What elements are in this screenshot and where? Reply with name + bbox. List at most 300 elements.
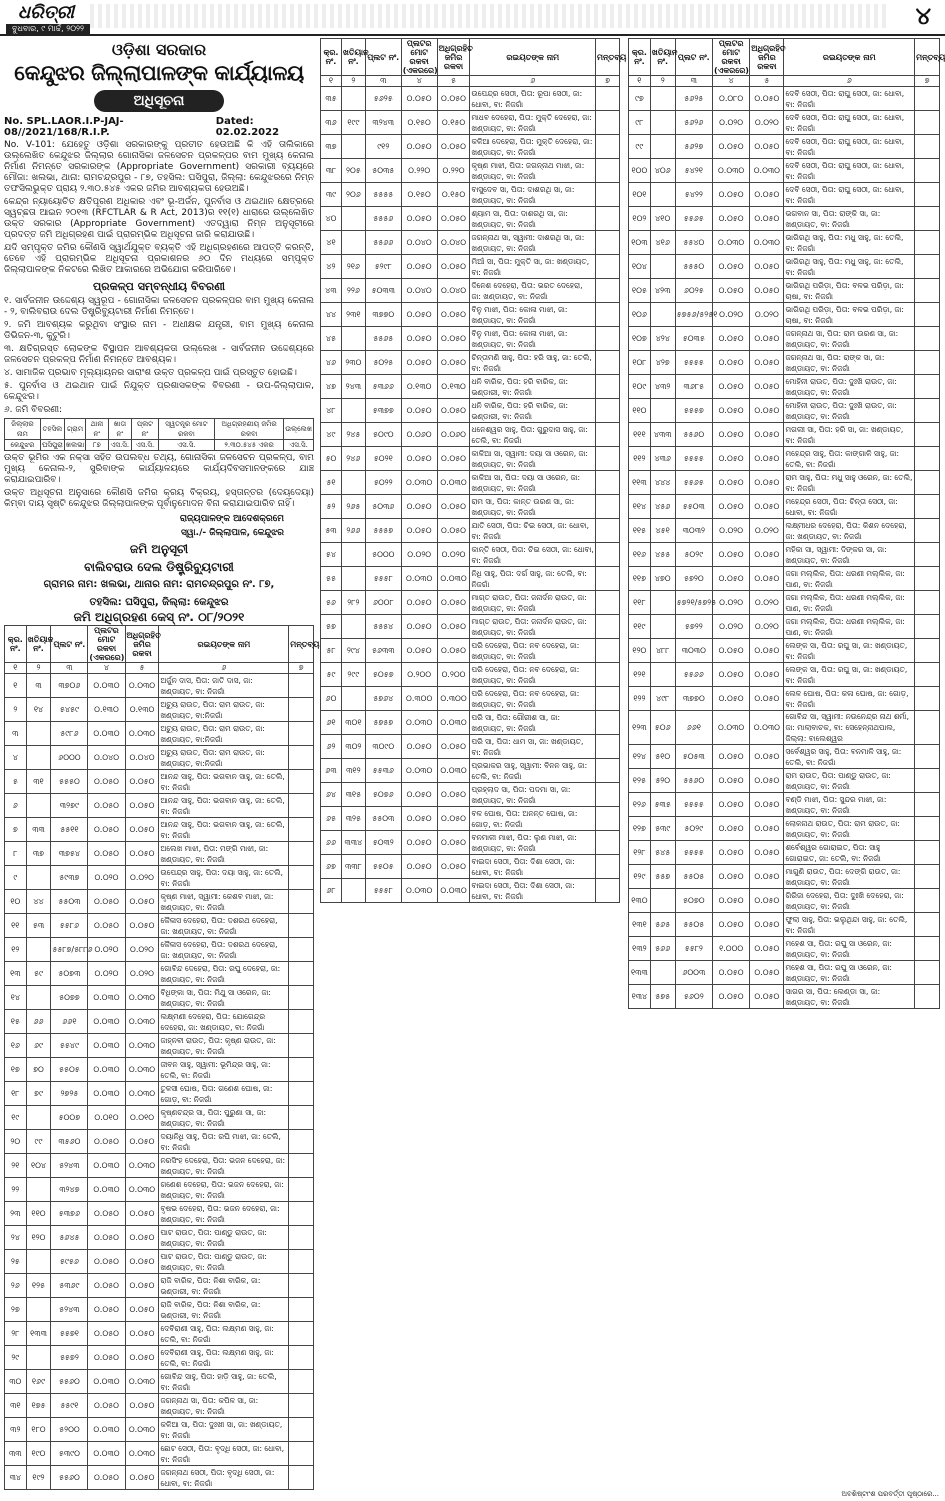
table-cell: ୦.୦୫୦: [750, 495, 784, 519]
owner-name-cell: ଭାଗିରଥି ସାହୁ, ପିତା: ମଧୁ ସାହୁ, ଜା: ତେଲି, ବା: ନିଜଗାଁ: [784, 231, 915, 255]
table-cell: ୨୦୬: [341, 183, 365, 207]
table-row: [629, 769, 940, 793]
table-cell: ୫୪୫: [650, 841, 675, 865]
table-cell: [915, 279, 940, 303]
table-cell: ୦.୦୫୦: [401, 207, 437, 231]
table-cell: ୦.୦୩୦: [88, 1154, 125, 1178]
table-cell: ୦.୦୫୦: [125, 794, 159, 818]
table-cell: ୫୬୨୫: [365, 87, 401, 111]
signature-line-2: ସ୍ୱା./- ଜିଲ୍ଲାପାଳ, କେନ୍ଦୁଝର: [180, 528, 284, 538]
table-cell: [915, 255, 940, 279]
table-cell: ୫୩୭୬: [51, 1202, 88, 1226]
table-cell: [915, 639, 940, 663]
table-row: [5, 1322, 314, 1346]
table-cell: ୦.୩୦୦: [401, 687, 437, 711]
table-cell: [915, 135, 940, 159]
owner-name-cell: ବଳ ଘୋଷ, ପିତା: ଅନନ୍ତ ଘୋଷ, ଜା: ଗୋଡ଼, ବା: ନିଜଗାଁ: [470, 807, 596, 831]
column-number: ୨: [341, 76, 365, 87]
table-cell: ୦.୦୨୦: [125, 938, 159, 962]
table-cell: [650, 961, 675, 985]
table-cell: ୦.୦୫୦: [437, 735, 470, 759]
table-cell: ୩୦୩୨: [675, 519, 712, 543]
owner-name-cell: ଗଣେଶ ଦେହେରା, ପିତା: ଭଜନ ଦେହେରା, ଜା: ଖଣ୍ଡାୟତ, ବା: ନିଜଗାଁ: [159, 1178, 289, 1202]
table-cell: ୩୨୪୩: [365, 111, 401, 135]
table-cell: ୫୫୬୦: [51, 1466, 88, 1490]
table-cell: ୦.୦୫୦: [401, 735, 437, 759]
owner-name-cell: ଜାହ୍ନବୀ ରାଉତ, ପିତା: କୃଷ୍ଣ ରାଉତ, ଜା: ଖଣ୍ଡାୟତ, ବା: ନିଜଗାଁ: [159, 1034, 289, 1058]
column-number-row: [629, 76, 940, 87]
table-cell: ୬୧: [321, 711, 342, 735]
table-cell: ୩୭: [26, 842, 51, 866]
table-cell: [596, 807, 620, 831]
column-number-row: [321, 76, 620, 87]
table-cell: ୧୧୭: [629, 567, 651, 591]
table-cell: [596, 615, 620, 639]
table-cell: ୪୩୩: [650, 423, 675, 447]
owner-name-cell: ବିନୁ ମାଝୀ, ପିତା: କୋଳା ମାଝୀ, ଜା: ଖଣ୍ଡାୟତ, ବା: ନିଜଗାଁ: [470, 303, 596, 327]
table-cell: ୦.୦୫୦: [750, 543, 784, 567]
table-cell: [650, 135, 675, 159]
table-cell: ୨୦: [5, 1130, 27, 1154]
table-row: [321, 735, 620, 759]
table-cell: ୦.୦୩୦: [125, 1034, 159, 1058]
table-cell: ୧୦୨: [629, 207, 651, 231]
column-header: ପ୍ଲଟର ମୋଟ ରକବା (ଏକରରେ): [402, 39, 438, 75]
owner-name-cell: ବାସୁଦେବ ସା, ପିତା: ଦାଶରଥି ସା, ଜା: ଖଣ୍ଡାୟତ, ବା: ନିଜଗାଁ: [470, 183, 596, 207]
table-cell: [915, 745, 940, 769]
owner-name-cell: ଦେବିରାଣୀ ସାହୁ, ପିତା: ଲକ୍ଷ୍ମଣ ସାହୁ, ଜା: ତେଲି, ବା: ନିଜଗାଁ: [159, 1322, 289, 1346]
details-header-cell: ଥାନା ନଂ: [86, 419, 108, 440]
table-cell: [596, 783, 620, 807]
table-row: [629, 87, 940, 111]
table-cell: ୦.୦୩୦: [125, 674, 159, 698]
table-row: [5, 698, 314, 722]
table-cell: ୩୦: [5, 1370, 27, 1394]
table-row: [629, 207, 940, 231]
table-cell: ୦.୦୫୦: [712, 543, 749, 567]
owner-name-cell: ପରି ସା, ପିତା: ଗୌରୀଶ ସା, ଜା: ଖଣ୍ଡାୟତ, ବା: ନିଜଗାଁ: [470, 711, 596, 735]
table-cell: ୦.୦୫୦: [88, 890, 125, 914]
table-cell: ୦.୦୫୦: [88, 1298, 125, 1322]
table-cell: [596, 663, 620, 687]
table-cell: ୩୭: [321, 135, 342, 159]
table-cell: ୦.୧୩୦: [125, 698, 159, 722]
table-cell: ୦.୦୨୦: [712, 111, 749, 135]
details-header-cell: ଗ୍ରାମ: [64, 419, 85, 440]
table-cell: ୦.୦୫୦: [712, 865, 749, 889]
table-row: [321, 879, 620, 903]
table-cell: ୫୫୦୩: [365, 807, 401, 831]
table-cell: ୦.୦୫୦: [437, 207, 470, 231]
table-cell: ୦.୦୩୦: [88, 1082, 125, 1106]
table-cell: ୧୨୧: [629, 663, 651, 687]
table-cell: ୦.୦୫୦: [712, 687, 749, 711]
table-cell: [596, 327, 620, 351]
table-row: [321, 543, 620, 567]
table-cell: ୦.୦୫୦: [88, 1394, 125, 1418]
owner-name-cell: କୈଳାସ ଦେହେରା, ପିତା: ଦଶରଥ ଦେହେରା, ଜା: ଖଣ୍ଡାୟତ, ବା: ନିଜଗାଁ: [159, 914, 289, 938]
table-cell: ୦.୦୫୦: [712, 639, 749, 663]
table-cell: ୫୦୨୨: [365, 471, 401, 495]
table-cell: ୪୧୬: [650, 231, 675, 255]
column-number: ୪: [712, 76, 749, 87]
table-cell: ୦.୦୫୦: [88, 914, 125, 938]
signature-line-1: ରାଜ୍ୟପାଳଙ୍କ ଆଦେଶକ୍ରମେ: [179, 514, 284, 524]
table-cell: ୫୭୫୭: [365, 711, 401, 735]
table-row: [629, 567, 940, 591]
table-cell: [289, 1130, 314, 1154]
table-cell: ୦.୦୫୦: [712, 663, 749, 687]
table-cell: [915, 303, 940, 327]
table-cell: ୦.୦୧୦: [125, 1106, 159, 1130]
table-cell: ୫୨୦: [650, 769, 675, 793]
table-cell: ୨୪୫: [341, 423, 365, 447]
table-row: [321, 159, 620, 183]
owner-name-cell: ଧନେଶ୍ୱର ସାହୁ, ପିତା: ଗୁରୁଦାସ ସାହୁ, ଜା: ତେଲି, ବା: ନିଜଗାଁ: [470, 423, 596, 447]
table-row: [321, 303, 620, 327]
table-cell: ୫୩: [26, 914, 51, 938]
table-cell: ୫୪୨୧: [675, 159, 712, 183]
table-cell: ୨୪: [5, 1226, 27, 1250]
table-cell: ୦.୦୫୦: [712, 207, 749, 231]
table-cell: [289, 746, 314, 770]
page-number: ୪: [915, 2, 931, 30]
table-cell: [596, 855, 620, 879]
table-cell: [915, 495, 940, 519]
table-cell: ୪୩: [321, 279, 342, 303]
table-cell: ୬୬୧: [51, 1010, 88, 1034]
table-cell: [915, 961, 940, 985]
table-cell: ୦.୦୪୦: [401, 231, 437, 255]
owner-name-cell: ମହେନ୍ଦ୍ର ସେଠୀ, ପିତା: ଚିନ୍ତା ସେଠୀ, ଜା: ଧୋବା, ବା: ନିଜଗାଁ: [784, 495, 915, 519]
table-cell: ୦.୦୩୦: [125, 1418, 159, 1442]
owner-name-cell: ଗୋବିନ୍ଦ ସା, ସ୍ୱାମୀ: ନଉନେନ୍ଦ୍ର ନାଥ ଶର୍ମା, ଜା: ମାଲାବାଚକ, ବା: ସେହେନ୍ନାଥପାଲ, ଜିଲ୍ଲା: ବାଲେଶ୍ୱର: [784, 711, 915, 745]
table-cell: ୦.୦୫୦: [125, 1226, 159, 1250]
table-row: [5, 1370, 314, 1394]
notice-paragraph: କେନ୍ଦ୍ର ନ୍ୟାୟୋଚିତ କ୍ଷତିପୂରଣ ଅଧିକାର ଏବଂ ଭୂ-ଅର୍ଜନ, ପୁନର୍ବାସ ଓ ଥଇଥାନ କ୍ଷେତ୍ରରେ ସ୍ୱଚ୍ଛତା ଆଇନ ୨୦୧୩ (RFCTLAR & R Act, 2013)ର ୧୧(୧) ଧାରାରେ ଉଲ୍ଲେଖିତ ଉକ୍ତ ସରକାର (Appropriate Government) ଏତଦ୍ୱାରା ନିମ୍ନ ଅନୁସୂଚୀରେ ପ୍ରଦତ୍ତ ଜମି ଅଧିଗ୍ରହଣ ପାଇଁ ପ୍ରାରମ୍ଭିକ ଅଧିସୂଚନା ଜାରି କରାଯାଉଛି।: [4, 197, 314, 240]
table-cell: ୫୩୫: [650, 793, 675, 817]
table-cell: ୫୬୪୫: [51, 1226, 88, 1250]
table-cell: [289, 1034, 314, 1058]
column-number: ୧: [5, 663, 27, 674]
schedule-title: ଜମି ଅନୁସୂଚୀ: [129, 542, 189, 556]
table-cell: [289, 1466, 314, 1490]
owner-name-cell: ଭାଗିରଥି ସାହୁ, ପିତା: ମଧୁ ସାହୁ, ଜା: ତେଲି, ବା: ନିଜଗାଁ: [784, 255, 915, 279]
column-number: ୧: [629, 76, 651, 87]
table-cell: ୩୮: [321, 159, 342, 183]
table-cell: [289, 794, 314, 818]
table-cell: ୫୫୦୫: [675, 913, 712, 937]
table-cell: ୫୫୪୦: [675, 231, 712, 255]
table-cell: ୧୭୫: [26, 1394, 51, 1418]
owner-name-cell: ଜଗନ୍ନାଥ ସା, ପିତା: ରାଙ୍କ ସା, ଜା: ଖଣ୍ଡାୟତ, ବା: ନିଜଗାଁ: [784, 351, 915, 375]
owner-name-cell: ଜଗନ୍ନାଥ ସା, ପିତା: କପିଳ ସା, ଜା: ଖଣ୍ଡାୟତ, ବା: ନିଜଗାଁ: [159, 1394, 289, 1418]
table-cell: ୧୦୫: [629, 279, 651, 303]
table-cell: ୦.୦୬୦: [437, 423, 470, 447]
table-row: [5, 938, 314, 962]
table-cell: ୦.୦୫୦: [750, 375, 784, 399]
table-cell: ୦.୦୫୦: [712, 769, 749, 793]
table-row: [321, 831, 620, 855]
table-cell: ୫୦୭୦: [675, 889, 712, 913]
table-cell: [915, 615, 940, 639]
table-cell: ୫୫୬୬: [675, 663, 712, 687]
table-cell: ୦.୦୩୦: [88, 986, 125, 1010]
table-row: [629, 111, 940, 135]
owner-name-cell: ମହିକା ସା, ସ୍ୱାମୀ: ଦିଙ୍କର ସା, ଜା: ଖଣ୍ଡାୟତ, ବା: ନିଜଗାଁ: [784, 543, 915, 567]
table-cell: ୧୦୯: [629, 375, 651, 399]
table-cell: [915, 471, 940, 495]
table-cell: ୧୨୫: [629, 769, 651, 793]
table-cell: ୯୧୨: [365, 135, 401, 159]
table-cell: ୫: [5, 770, 27, 794]
table-row: [5, 842, 314, 866]
table-row: [629, 639, 940, 663]
table-cell: ୦.୦୫୦: [401, 255, 437, 279]
table-row: [321, 759, 620, 783]
table-cell: ୦.୦୫୦: [401, 855, 437, 879]
table-cell: ୧୧୬: [629, 543, 651, 567]
table-cell: ୦.୧୫୦: [401, 183, 437, 207]
table-cell: ୫୬୨୫: [675, 87, 712, 111]
table-cell: [596, 351, 620, 375]
table-cell: ୪୭୦: [650, 567, 675, 591]
table-cell: ୯: [5, 866, 27, 890]
table-cell: ୦.୨୨୦: [437, 159, 470, 183]
table-cell: ୦.୦୨୦: [125, 962, 159, 986]
table-cell: [915, 231, 940, 255]
table-cell: ୦.୦୫୦: [437, 495, 470, 519]
table-cell: ୦.୦୪୦: [125, 746, 159, 770]
table-cell: ୦.୦୫୦: [437, 87, 470, 111]
table-cell: ୫୭୨୦: [675, 567, 712, 591]
table-row: [629, 303, 940, 327]
owner-name-cell: ବିଧିଙ୍କା ସା, ପିତା: ମିଥୁ ସା ଓରେନ, ଜା: ଖଣ୍ଡାୟତ, ବା: ନିଜଗାଁ: [159, 986, 289, 1010]
table-cell: ୪୫୬: [650, 495, 675, 519]
table-cell: ୧୨୫: [26, 1274, 51, 1298]
owner-name-cell: ଲକ୍ଷ୍ମଣୀ ଦେହେରା, ପିତା: ଯୋଗେନ୍ଦ୍ର ଦେହେରା, ଜା: ଖଣ୍ଡାୟତ, ବା: ନିଜଗାଁ: [159, 1010, 289, 1034]
column-number: ୭: [915, 76, 940, 87]
table-cell: [650, 615, 675, 639]
table-cell: ୦.୦୫୦: [712, 279, 749, 303]
owner-name-cell: କଳିଆ ଦେହେରା, ପିତା: ମୁକ୍ତି ଦେହେରା, ଜା: ଖଣ୍ଡାୟତ, ବା: ନିଜଗାଁ: [470, 135, 596, 159]
table-cell: ୩୫: [321, 87, 342, 111]
table-cell: ୦.୦୫୦: [750, 351, 784, 375]
table-row: [5, 1106, 314, 1130]
table-cell: ୫୦୩୩: [365, 279, 401, 303]
table-cell: ୦.୦୩୦: [88, 1178, 125, 1202]
table-row: [629, 135, 940, 159]
owner-name-cell: କଳିଆ ସା, ପିତା: ଦୁଃଖୀ ସା, ଜା: ଖଣ୍ଡାୟତ, ବା: ନିଜଗାଁ: [159, 1418, 289, 1442]
owner-name-cell: ମହେନ୍ଦ୍ର ସାହୁ, ପିତା: କାଙ୍ଗାଳି ସାହୁ, ଜା: ତେଲି, ବା: ନିଜଗାଁ: [784, 447, 915, 471]
table-cell: ୦.୦୫୦: [437, 639, 470, 663]
owner-name-cell: ଦେବି ସେଠୀ, ପିତା: ରାଘୁ ସେଠୀ, ଜା: ଧୋବା, ବା: ନିଜଗାଁ: [784, 183, 915, 207]
table-cell: ୦.୦୫୦: [125, 1202, 159, 1226]
table-cell: ୦.୦୫୦: [437, 783, 470, 807]
column-header: ମନ୍ତବ୍ୟ: [915, 39, 940, 76]
table-row: [321, 327, 620, 351]
table-row: [629, 865, 940, 889]
schedule-subtitle: ବାଲିବରାଉ ଦେଲ ଡିଷ୍ଟ୍ରିବ୍ୟୁଟାରୀ: [84, 560, 234, 574]
table-row: [629, 231, 940, 255]
column-number: ୨: [650, 76, 675, 87]
table-cell: [289, 1010, 314, 1034]
table-cell: ୧୩୦: [629, 889, 651, 913]
table-cell: ୫୦୨୧: [365, 447, 401, 471]
table-cell: ୫୩୭୭: [365, 399, 401, 423]
table-cell: ୦.୦୫୦: [437, 135, 470, 159]
table-cell: [596, 87, 620, 111]
table-cell: ୫୦୦୦: [365, 543, 401, 567]
table-cell: ୦.୦୫୦: [125, 914, 159, 938]
table-cell: ୫୦୬: [650, 711, 675, 745]
reference-line: [4, 116, 314, 138]
table-cell: ୬୦୦୦: [51, 746, 88, 770]
table-cell: ୫୫୬୬: [365, 231, 401, 255]
table-cell: ୦.୦୫୦: [750, 399, 784, 423]
table-cell: ୫୫୦୫: [675, 865, 712, 889]
owner-name-cell: ଉପେନ୍ଦ୍ର ସାହୁ, ପିତା: ଦୟା ସାହୁ, ଜା: ତେଲି, ବା: ନିଜଗାଁ: [159, 866, 289, 890]
table-cell: ୦.୦୨୦: [88, 938, 125, 962]
column-header: ରଇୟତଙ୍କ ନାମ: [784, 39, 915, 76]
table-cell: ୦.୦୩୦: [437, 471, 470, 495]
table-cell: ୦.୧୩୦: [401, 375, 437, 399]
table-cell: ୦.୦୫୦: [712, 745, 749, 769]
table-row: [321, 591, 620, 615]
table-cell: ୦.୦୫୦: [401, 639, 437, 663]
table-cell: ୧୩୨: [629, 937, 651, 961]
table-cell: [26, 1106, 51, 1130]
table-cell: ୩: [26, 674, 51, 698]
table-cell: ୪୨୪: [650, 327, 675, 351]
table-cell: ୦.୦୫୦: [712, 135, 749, 159]
table-cell: [341, 615, 365, 639]
table-cell: ୧୨୪: [629, 745, 651, 769]
table-cell: ୨୩୧: [341, 303, 365, 327]
table-cell: ୦.୦୨୦: [750, 591, 784, 615]
table-cell: ୧୨୦: [629, 639, 651, 663]
table-cell: ୫୦୨୯: [675, 817, 712, 841]
column-number: ୪: [401, 76, 437, 87]
table-cell: ୪୦: [321, 207, 342, 231]
table-cell: ୦.୦୫୦: [750, 567, 784, 591]
table-cell: ୬୨: [321, 735, 342, 759]
table-cell: ୯୯: [26, 1130, 51, 1154]
table-row: [321, 231, 620, 255]
details-header-row: [5, 419, 314, 440]
table-cell: ୦.୦୫୦: [750, 769, 784, 793]
table-cell: [596, 591, 620, 615]
owner-name-cell: ଅଚ୍ୟୁ ରାଉତ, ପିତା: ରାମ ରାଉତ, ଜା: ଖଣ୍ଡାୟତ, ବା:ନିଜଗାଁ: [159, 746, 289, 770]
column-1: [4, 38, 320, 1490]
table-cell: ୫୫୫୫: [675, 793, 712, 817]
table-cell: ୧୨୬: [629, 793, 651, 817]
table-cell: ୧୨୩: [629, 711, 651, 745]
table-cell: ୧୩୧: [629, 913, 651, 937]
column-number: ୩: [51, 663, 88, 674]
owner-name-cell: କାନ୍ତି ସେଠୀ, ପିତା: ଚିଇ ସେଠୀ, ଜା: ଧୋବା, ବା: ନିଜଗାଁ: [471, 544, 594, 565]
table-row: [629, 817, 940, 841]
table-cell: ୪୨୩: [650, 279, 675, 303]
table-cell: ୧୦୦: [629, 159, 651, 183]
owner-name-cell: ଜଗା ମଲ୍ଲିକ, ପିତା: ଧରଣୀ ମଲ୍ଲିକ, ଜା: ପାଣ, ବା: ନିଜଗାଁ: [784, 591, 915, 615]
table-cell: ୦.୦୫୦: [750, 255, 784, 279]
table-row: [5, 986, 314, 1010]
table-cell: [650, 255, 675, 279]
table-row: [5, 890, 314, 914]
table-cell: ୪୭: [321, 375, 342, 399]
table-cell: ୮: [5, 842, 27, 866]
table-cell: ୫୫୫୫: [365, 183, 401, 207]
table-cell: ୩୨୫: [341, 807, 365, 831]
table-cell: ୪୮୮: [650, 639, 675, 663]
table-cell: [289, 1178, 314, 1202]
table-cell: ୯୮: [629, 111, 651, 135]
table-cell: ୧୧୩: [629, 471, 651, 495]
table-cell: [289, 1298, 314, 1322]
owner-name-cell: କାଳିଆ ସା, ସ୍ୱାମୀ: ଦୟା ସା ଓରେନ, ଜା: ଖଣ୍ଡାୟତ, ବା: ନିଜଗାଁ: [470, 447, 596, 471]
table-row: [321, 519, 620, 543]
table-cell: ୨୩୦: [341, 351, 365, 375]
column-2: [320, 38, 627, 903]
table-row: [5, 1250, 314, 1274]
table-row: [5, 770, 314, 794]
table-cell: ୫୦୭୩: [51, 962, 88, 986]
table-cell: ୫୫୧୧: [51, 818, 88, 842]
table-cell: ୦.୦୫୦: [125, 770, 159, 794]
table-cell: [650, 87, 675, 111]
table-cell: [341, 567, 365, 591]
table-cell: ୫୫୬୦: [51, 1370, 88, 1394]
table-cell: ୧୨୨: [629, 687, 651, 711]
table-cell: [289, 1346, 314, 1370]
owner-name-cell: ଆନନ୍ଦ ସାହୁ, ପିତା: ଭଗବାନ ସାହୁ, ଜା: ତେଲି, ବା: ନିଜଗାଁ: [159, 818, 289, 842]
table-cell: ୦.୦୫୦: [125, 1130, 159, 1154]
table-cell: ୦.୦୫୦: [125, 890, 159, 914]
table-cell: [289, 1418, 314, 1442]
table-cell: ୦.୦୨୦: [125, 866, 159, 890]
table-cell: ୫୯୫୬: [51, 1250, 88, 1274]
table-cell: ୦.୦୩୦: [125, 1082, 159, 1106]
table-cell: ୦.୦୫୦: [88, 842, 125, 866]
table-cell: ୭୯: [26, 1082, 51, 1106]
table-cell: ୫୯: [321, 663, 342, 687]
table-cell: [915, 817, 940, 841]
table-cell: ୫୫୪୯: [51, 1034, 88, 1058]
owner-name-cell: କୈଳାସ ଦେହେରା, ପିତା: ଦଶରଥ ଦେହେରା, ଜା: ଖଣ୍ଡାୟତ, ବା: ନିଜଗାଁ: [159, 938, 289, 962]
owner-name-cell: ଫୁଲା ସାହୁ, ପିତା: ଭଲୁଥିନ୍ଦା ସାହୁ, ଜା: ତେଲି, ବା: ନିଜଗାଁ: [784, 913, 915, 937]
table-row: [629, 687, 940, 711]
owner-name-cell: ଲୋକନାଥ ରାଉତ, ପିତା: ରାମ ରାଉତ, ଜା: ଖଣ୍ଡାୟତ, ବା: ନିଜଗାଁ: [784, 817, 915, 841]
table-cell: [596, 159, 620, 183]
details-header-cell: ଅଧିଗ୍ରହଣୀୟ ଜମିର ରକବା: [215, 419, 284, 440]
table-cell: [915, 351, 940, 375]
owner-name-cell: ଦେବି ସେଠୀ, ପିତା: ରାଘୁ ସେଠୀ, ଜା: ଧୋବା, ବା: ନିଜଗାଁ: [784, 135, 915, 159]
table-row: [5, 1034, 314, 1058]
table-cell: ୦.୦୫୦: [125, 1394, 159, 1418]
table-cell: ୫୩୬୬: [365, 375, 401, 399]
table-cell: ୩୦୧: [341, 711, 365, 735]
table-cell: ୧୧: [5, 914, 27, 938]
column-header: କ୍ର. ନଂ.: [321, 39, 342, 76]
table-cell: ୬୬୧: [675, 711, 712, 745]
table-cell: [289, 914, 314, 938]
project-item: ୧. ସାର୍ବଜନୀନ ଉଦ୍ଦେଶ୍ୟ ସ୍ୱରୂପ - ଗୋନାସିକା ଜଳସେଚନ ପ୍ରକଳ୍ପର ବାମ ମୁଖ୍ୟ କେନାଲ - ୨, ବାଲିବରାଉ ଦେଲ ଡିଷ୍ଟ୍ରିବ୍ୟୁଟାରୀ ନିର୍ମାଣ ନିମନ୍ତେ।: [4, 296, 314, 317]
table-cell: [596, 471, 620, 495]
table-cell: ୪୨୭: [650, 351, 675, 375]
table-cell: [26, 1346, 51, 1370]
table-cell: [915, 591, 940, 615]
